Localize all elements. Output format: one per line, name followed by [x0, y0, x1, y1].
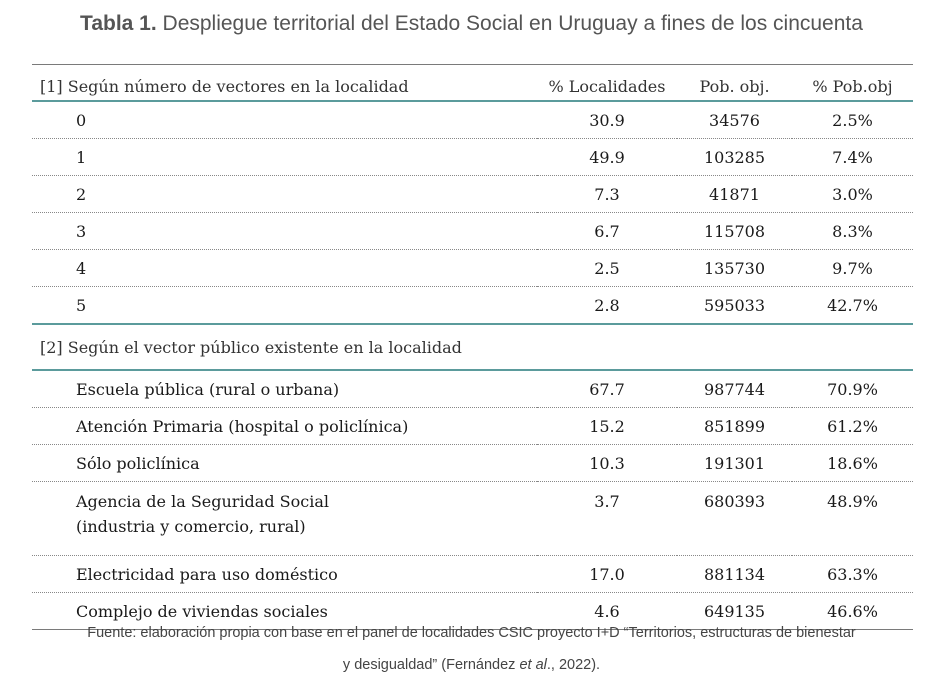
- cell-pob-obj: 595033: [677, 287, 792, 325]
- section-2-heading: [2] Según el vector público existente en la localidad: [32, 324, 913, 370]
- cell-pob-obj: 680393: [677, 482, 792, 556]
- cell-pct-pob-obj: 46.6%: [792, 593, 913, 630]
- column-header-pct-pob-obj: % Pob.obj: [792, 73, 913, 101]
- cell-pct-pob-obj: 2.5%: [792, 101, 913, 139]
- table-row: [32, 176, 913, 213]
- source-note-line-1: Fuente: elaboración propia con base en el panel de localidades CSIC proyecto I+D “Territorios, estructuras de bienestar: [87, 625, 856, 641]
- row-label: 0: [32, 101, 537, 139]
- column-header-localidades: % Localidades: [537, 73, 677, 101]
- cell-pob-obj: 103285: [677, 139, 792, 176]
- cell-localidades: 49.9: [537, 139, 677, 176]
- row-label: 5: [32, 287, 537, 325]
- table-title-text: Despliegue territorial del Estado Social en Uruguay a fines de los cincuenta: [156, 12, 863, 35]
- section-1-header-row: [32, 73, 913, 101]
- row-label: Sólo policlínica: [32, 445, 537, 482]
- cell-localidades: 17.0: [537, 556, 677, 593]
- cell-localidades: 3.7: [537, 482, 677, 556]
- table-row: [32, 250, 913, 287]
- cell-pct-pob-obj: 9.7%: [792, 250, 913, 287]
- table-row: [32, 139, 913, 176]
- table-row: [32, 370, 913, 408]
- data-table: [32, 64, 913, 630]
- table-title: [0, 12, 943, 36]
- cell-pob-obj: 191301: [677, 445, 792, 482]
- row-label: 3: [32, 213, 537, 250]
- row-label: Complejo de viviendas sociales: [32, 593, 537, 630]
- table-title-label: Tabla 1.: [80, 12, 157, 35]
- cell-localidades: 4.6: [537, 593, 677, 630]
- row-label: Atención Primaria (hospital o policlínica): [32, 408, 537, 445]
- source-note-text-b: ., 2022).: [546, 657, 601, 673]
- cell-pct-pob-obj: 3.0%: [792, 176, 913, 213]
- cell-localidades: 6.7: [537, 213, 677, 250]
- row-label-line-2: (industria y comercio, rural): [76, 517, 306, 536]
- cell-pob-obj: 881134: [677, 556, 792, 593]
- cell-pct-pob-obj: 48.9%: [792, 482, 913, 556]
- row-label: 4: [32, 250, 537, 287]
- cell-pct-pob-obj: 63.3%: [792, 556, 913, 593]
- table-row: [32, 213, 913, 250]
- cell-pob-obj: 41871: [677, 176, 792, 213]
- source-note-text-a: y desigualdad” (Fernández: [342, 657, 520, 673]
- cell-localidades: 10.3: [537, 445, 677, 482]
- column-header-pob-obj: Pob. obj.: [677, 73, 792, 101]
- row-label: 1: [32, 139, 537, 176]
- cell-pob-obj: 649135: [677, 593, 792, 630]
- cell-localidades: 2.8: [537, 287, 677, 325]
- table-row: [32, 101, 913, 139]
- cell-localidades: 15.2: [537, 408, 677, 445]
- row-label: Electricidad para uso doméstico: [32, 556, 537, 593]
- section-1-heading: [1] Según número de vectores en la localidad: [32, 73, 537, 101]
- cell-localidades: 2.5: [537, 250, 677, 287]
- cell-pct-pob-obj: 8.3%: [792, 213, 913, 250]
- cell-pct-pob-obj: 7.4%: [792, 139, 913, 176]
- cell-pob-obj: 115708: [677, 213, 792, 250]
- cell-pct-pob-obj: 18.6%: [792, 445, 913, 482]
- cell-pob-obj: 851899: [677, 408, 792, 445]
- table-row: [32, 287, 913, 325]
- table-row: [32, 482, 913, 556]
- table-row: [32, 408, 913, 445]
- source-note-line-2: [0, 649, 943, 681]
- section-2-header-row: [32, 324, 913, 370]
- row-label: 2: [32, 176, 537, 213]
- cell-pob-obj: 987744: [677, 370, 792, 408]
- cell-localidades: 30.9: [537, 101, 677, 139]
- table-row: [32, 556, 913, 593]
- row-label: Escuela pública (rural o urbana): [32, 370, 537, 408]
- cell-pob-obj: 34576: [677, 101, 792, 139]
- row-label-line-1: Agencia de la Seguridad Social: [76, 492, 329, 511]
- cell-pct-pob-obj: 61.2%: [792, 408, 913, 445]
- cell-localidades: 67.7: [537, 370, 677, 408]
- cell-pct-pob-obj: 70.9%: [792, 370, 913, 408]
- cell-pob-obj: 135730: [677, 250, 792, 287]
- source-note-et-al: et al: [519, 657, 547, 673]
- table-row: [32, 445, 913, 482]
- cell-localidades: 7.3: [537, 176, 677, 213]
- row-label: [32, 482, 537, 556]
- cell-pct-pob-obj: 42.7%: [792, 287, 913, 325]
